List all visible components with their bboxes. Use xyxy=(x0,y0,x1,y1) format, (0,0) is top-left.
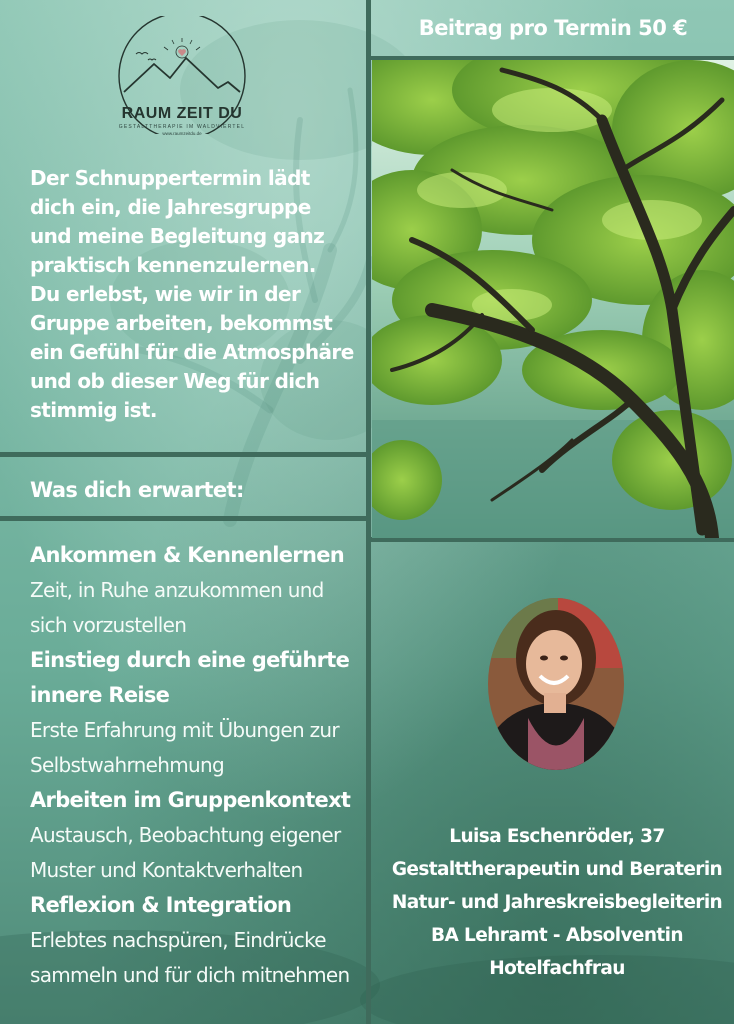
intro-text xyxy=(30,164,355,425)
bio-role-line: Gestalttherapeutin und Beraterin xyxy=(391,859,723,880)
expect-item-desc: Erste Erfahrung mit Übungen zur Selbstwahrnehmung xyxy=(30,718,339,777)
birds-icon xyxy=(136,53,156,61)
bio-block xyxy=(380,820,734,985)
portrait-photo xyxy=(488,598,624,770)
expect-item xyxy=(30,888,365,993)
bio-name-age: Luisa Eschenröder, 37 xyxy=(449,826,665,847)
logo-website: www.raumzeitdu.de xyxy=(162,131,202,136)
horizontal-divider-left-bottom xyxy=(0,516,368,521)
expect-item xyxy=(30,783,365,888)
expect-item-desc: Erlebtes nachspüren, Eindrücke sammeln und für dich mitnehmen xyxy=(30,928,350,987)
price-label: Beitrag pro Termin 50 € xyxy=(418,16,688,40)
expect-item xyxy=(30,538,365,643)
expect-item-title: Arbeiten im Gruppenkontext xyxy=(30,788,351,812)
horizontal-divider-left-top xyxy=(0,452,368,457)
expect-item xyxy=(30,643,365,783)
bio-role-line: Natur- und Jahreskreisbegleiterin xyxy=(391,892,723,913)
expect-item-title: Reflexion & Integration xyxy=(30,893,292,917)
expect-item-title: Ankommen & Kennenlernen xyxy=(30,543,345,567)
sun-rays-icon xyxy=(164,38,200,50)
expect-item-title: Einstieg durch eine geführte innere Reise xyxy=(30,648,350,707)
mountains-icon xyxy=(124,58,240,92)
logo xyxy=(116,16,248,134)
logo-subtitle: GESTALTTHERAPIE IM WALDVIERTEL xyxy=(118,124,246,130)
expect-item-desc: Austausch, Beobachtung eigener Muster und Kontaktverhalten xyxy=(30,823,341,882)
intro-paragraph-1: Der Schnuppertermin lädt dich ein, die Jahresgruppe und meine Begleitung ganz praktisch kennenzulernen. xyxy=(30,166,325,277)
expect-heading: Was dich erwartet: xyxy=(30,478,244,502)
expect-list xyxy=(30,538,365,993)
bio-role-line: Hotelfachfrau xyxy=(489,958,625,979)
tree-photo xyxy=(372,60,734,538)
heart-icon xyxy=(178,49,186,56)
logo-title: RAUM ZEIT DU xyxy=(121,105,243,122)
expect-item-desc: Zeit, in Ruhe anzukommen und sich vorzustellen xyxy=(30,578,324,637)
vertical-divider xyxy=(366,0,371,1024)
bio-role-line: BA Lehramt - Absolventin xyxy=(430,925,683,946)
intro-paragraph-2: Du erlebst, wie wir in der Gruppe arbeiten, bekommst ein Gefühl für die Atmosphäre und ob dieser Weg für dich stimmig ist. xyxy=(30,282,354,422)
